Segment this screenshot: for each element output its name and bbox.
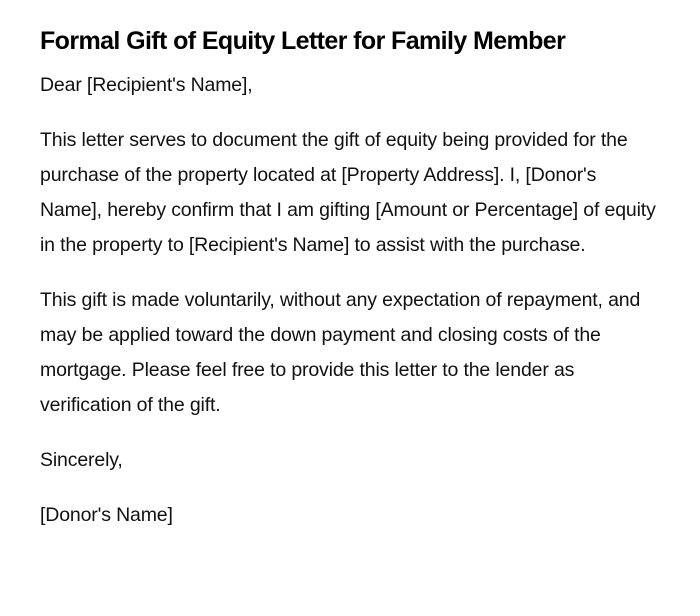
signature: [Donor's Name] [40,504,173,526]
closing: Sincerely, [40,449,123,471]
document-title: Formal Gift of Equity Letter for Family Member [40,27,566,55]
salutation: Dear [Recipient's Name], [40,74,253,96]
body-paragraph-2: This gift is made voluntarily, without any expectation of repayment, and may be applied toward the down payment and closing costs of the mortgage. Please feel free to provide this letter to the lender as verification of the gift. [40,289,641,416]
body-paragraph-1: This letter serves to document the gift of equity being provided for the purchase of the property located at [Property Address]. I, [Donor's Name], hereby confirm that I am gifting [Amount or Percentage] of equity in the property to [Recipient's Name] to assist with the purchase. [40,129,656,256]
